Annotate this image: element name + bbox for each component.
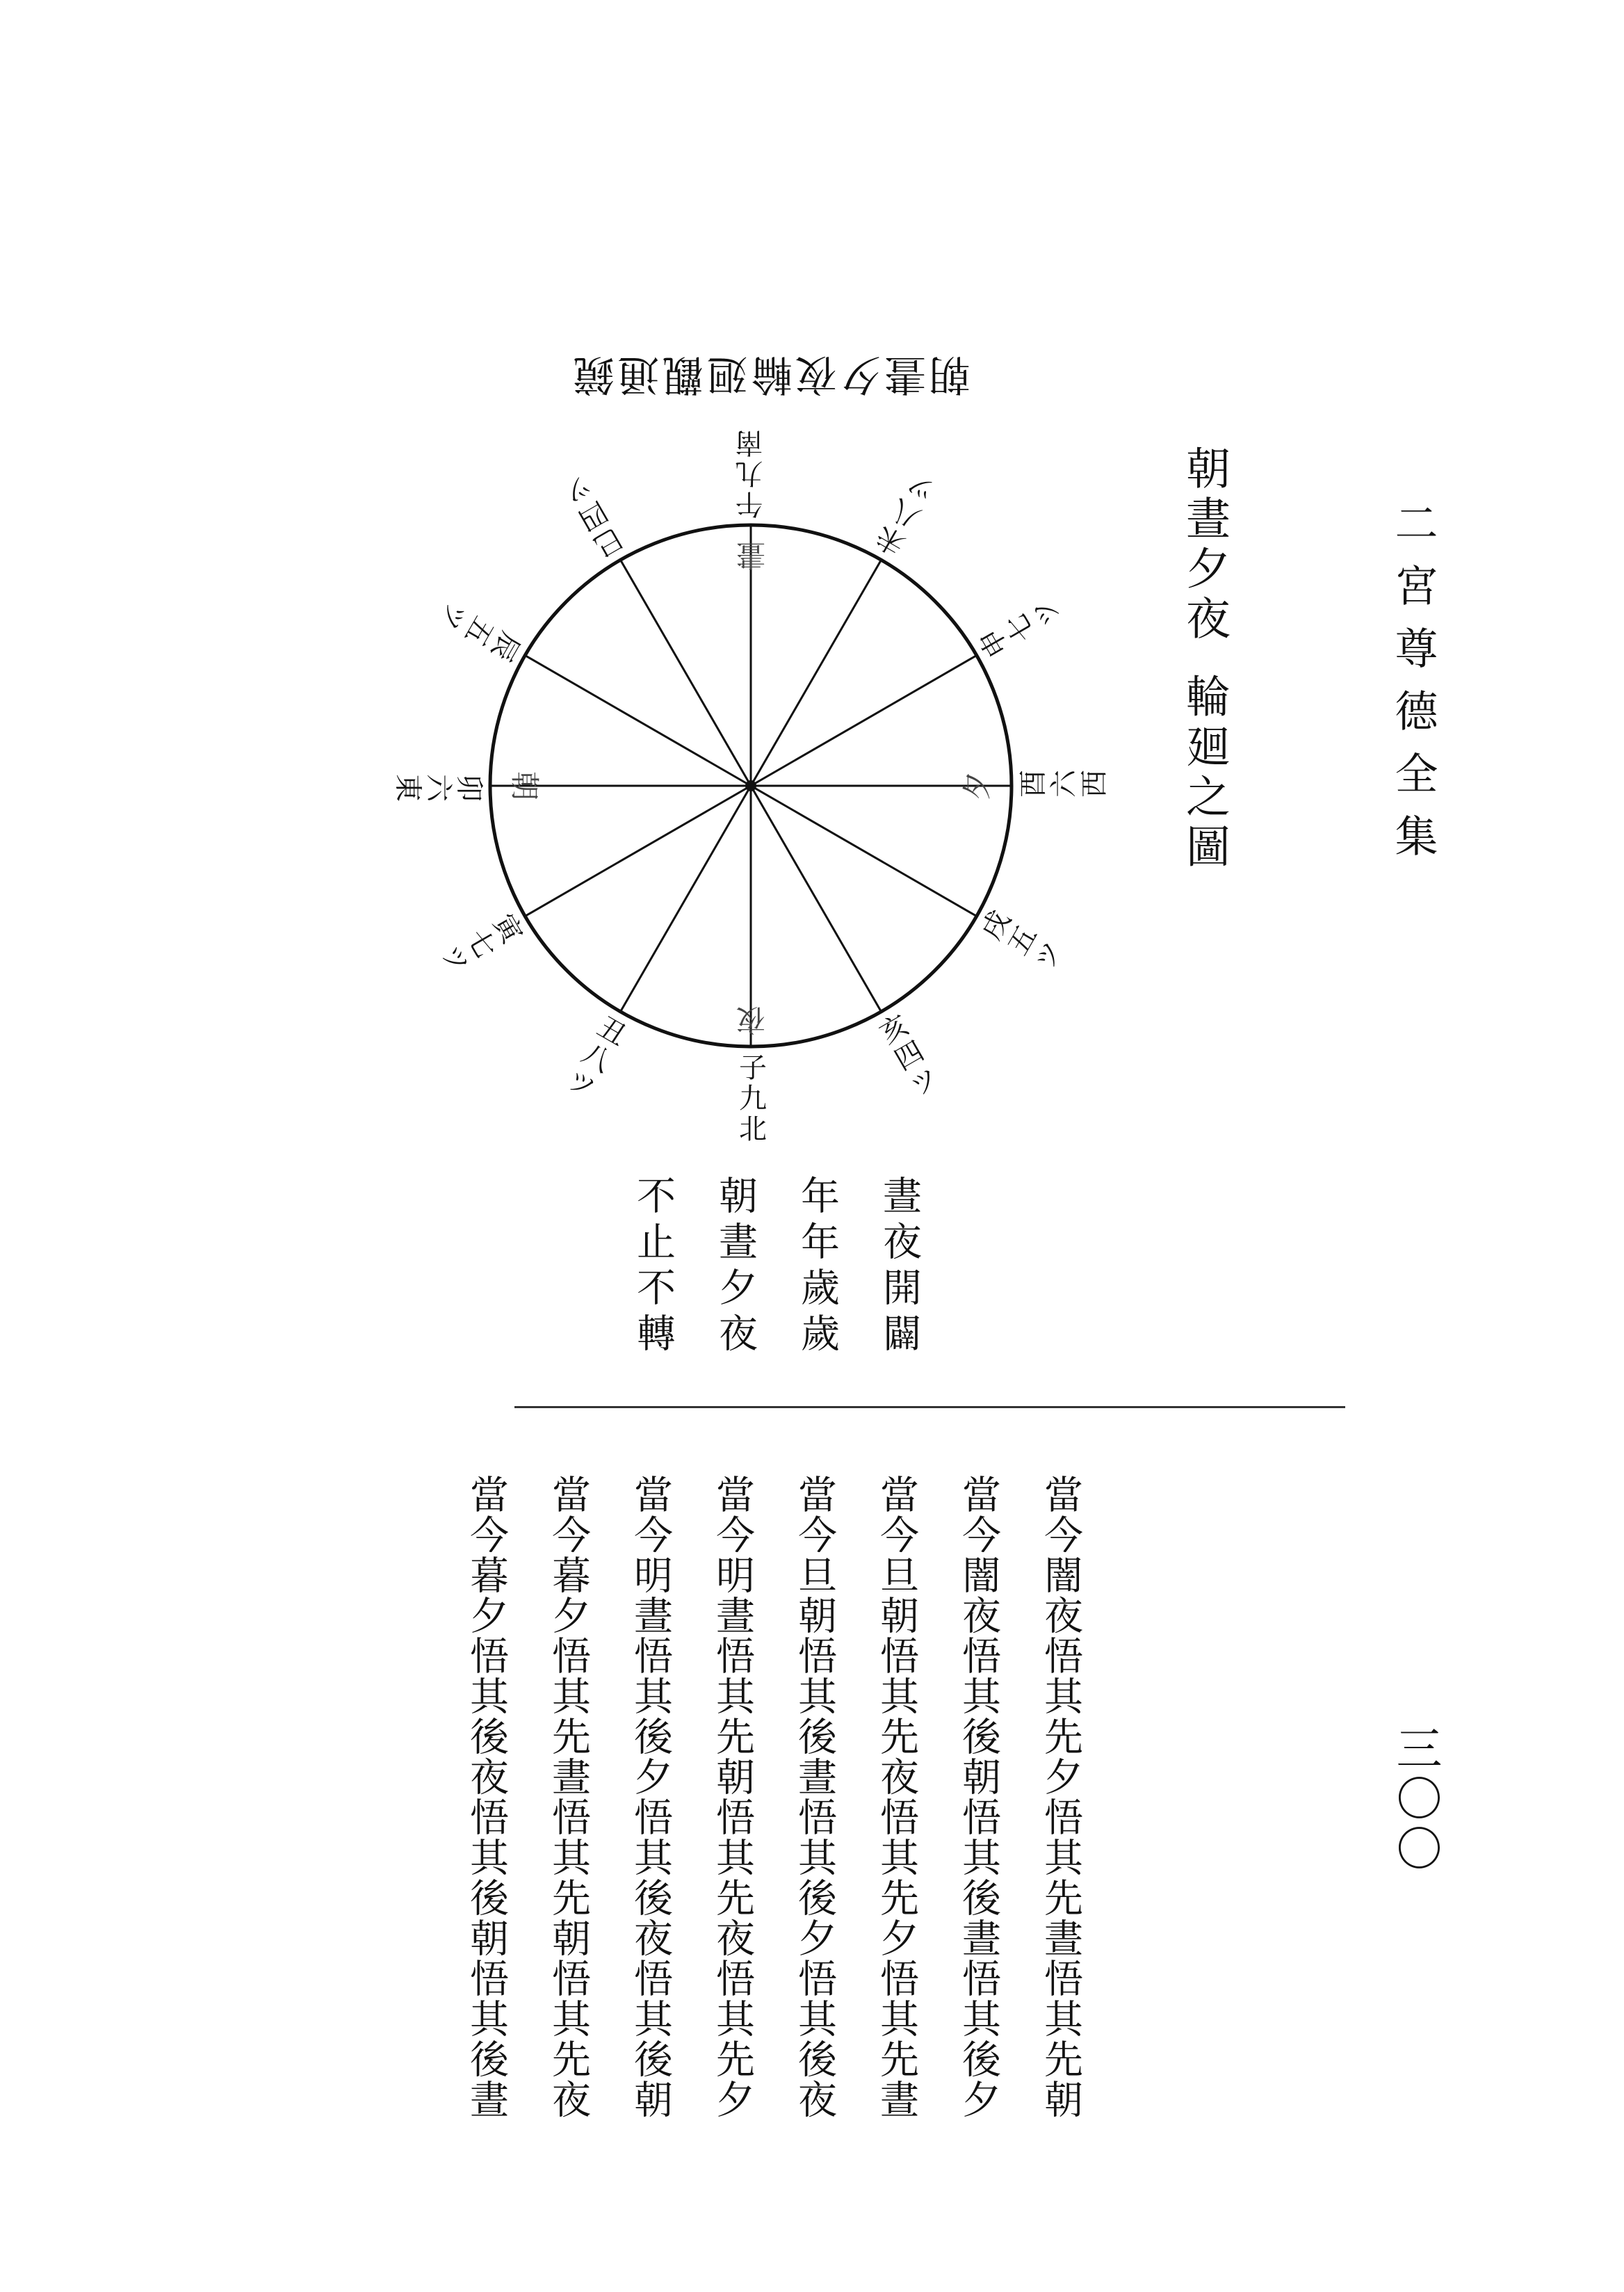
verse-line: 不止不轉 [631, 1175, 676, 1359]
wheel-center [745, 780, 756, 791]
wheel-hour-label: 未八ツ [870, 467, 945, 563]
verse-line: 朝晝夕夜 [713, 1175, 758, 1359]
wheel-hour-label: 子九北 [734, 1053, 767, 1145]
verse [612, 1175, 940, 1405]
body-line: 當今暮夕悟其後夜悟其後朝悟其後晝 [464, 1474, 509, 2120]
verse-line: 晝夜開闢 [877, 1175, 922, 1359]
wheel-hour-label: 戌五ツ [973, 905, 1070, 980]
wheel-hour-label: 申七ツ [974, 592, 1070, 667]
body-line: 當今旦朝悟其先夜悟其先夕悟其先晝 [874, 1474, 919, 2120]
cycle-wheel [375, 417, 1126, 1154]
verse-line: 年年歲歲 [795, 1175, 840, 1359]
wheel-inner-left: 朝 [508, 770, 542, 801]
wheel-inner-bottom: 夜 [736, 1003, 766, 1037]
body-line: 當今明晝悟其先朝悟其先夜悟其先夕 [710, 1474, 755, 2120]
diagram-title-part2: 輪廻之圖 [1178, 673, 1230, 873]
wheel-inner-top: 晝 [736, 538, 766, 572]
body-line: 當今闇夜悟其先夕悟其先晝悟其先朝 [1038, 1474, 1083, 2120]
diagram-title-part1: 朝晝夕夜 [1178, 445, 1230, 645]
wheel-hour-label: 巳四ツ [558, 467, 632, 563]
wheel-hour-label: 丑八ツ [557, 1008, 631, 1105]
wheel-hour-label: 午九南 [735, 427, 768, 519]
cycle-wheel-graphic [375, 417, 1126, 1154]
body-line: 當今闇夜悟其後朝悟其後晝悟其後夕 [956, 1474, 1001, 2120]
wheel-hour-label: 亥四ツ [870, 1009, 944, 1105]
running-head: 二宮尊德全集 [1388, 501, 1438, 876]
diagram-caption: 朝晝夕夜輪廻觀通鏡 [570, 350, 971, 398]
wheel-hour-label: 卯六東 [392, 769, 484, 802]
wheel-hour-label: 寅七ツ [432, 905, 528, 979]
wheel-hour-label: 辰五ツ [432, 592, 528, 666]
body-text [445, 1474, 1101, 2170]
page-number: 三〇〇 [1388, 1725, 1442, 1875]
body-line: 當今旦朝悟其後晝悟其後夕悟其後夜 [792, 1474, 837, 2120]
section-divider [514, 1406, 1345, 1408]
diagram-title [1178, 445, 1230, 873]
wheel-hour-label: 酉六西 [1018, 770, 1110, 802]
wheel-inner-right: 夕 [960, 770, 994, 801]
body-line: 當今暮夕悟其先晝悟其先朝悟其先夜 [546, 1474, 591, 2120]
body-line: 當今明晝悟其後夕悟其後夜悟其後朝 [628, 1474, 673, 2120]
